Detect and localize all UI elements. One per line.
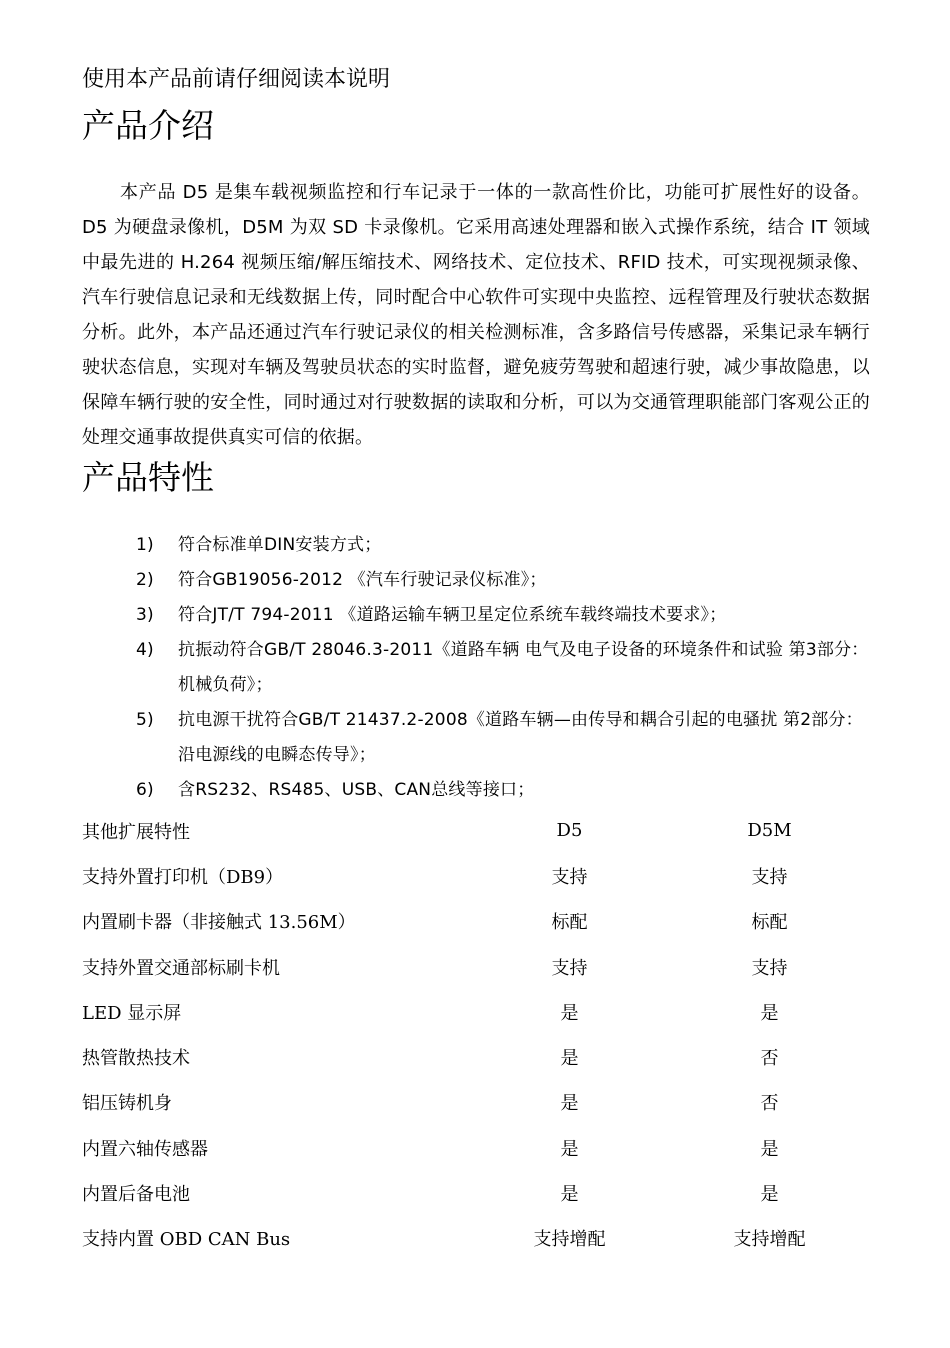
- feature-number: 5): [136, 710, 154, 730]
- table-row: [82, 989, 872, 1034]
- spec-d5-value: 支持增配: [533, 1229, 606, 1251]
- table-row: [82, 853, 872, 898]
- spec-d5-value: 是: [560, 1184, 579, 1206]
- spec-d5-value: 支持: [551, 866, 588, 888]
- spec-header-feature: 其他扩展特性: [82, 821, 190, 843]
- table-row: [82, 1170, 872, 1215]
- spec-header-d5: D5: [556, 820, 583, 842]
- intro-heading: 产品介绍: [82, 106, 214, 145]
- features-heading: 产品特性: [82, 458, 214, 497]
- spec-d5m-value: 标配: [751, 912, 788, 934]
- feature-number: 2): [136, 570, 154, 590]
- spec-d5m-value: 支持增配: [733, 1229, 806, 1251]
- spec-feature-name: 内置六轴传感器: [82, 1138, 208, 1160]
- feature-item-4: [136, 633, 876, 703]
- spec-table: [82, 808, 872, 1261]
- spec-d5m-value: 是: [760, 1184, 779, 1206]
- feature-item-1: [136, 528, 876, 563]
- spec-d5-value: 是: [560, 1093, 579, 1115]
- table-row: [82, 1080, 872, 1125]
- spec-feature-name: 支持内置 OBD CAN Bus: [82, 1229, 291, 1251]
- spec-d5-value: 支持: [551, 957, 588, 979]
- table-row: [82, 1125, 872, 1170]
- spec-feature-name: 内置后备电池: [82, 1184, 190, 1206]
- spec-d5m-value: 否: [760, 1093, 779, 1115]
- features-list: [136, 528, 876, 808]
- feature-number: 6): [136, 780, 154, 800]
- spec-feature-name: 铝压铸机身: [82, 1093, 172, 1115]
- spec-d5-value: 标配: [551, 912, 588, 934]
- spec-feature-name: 支持外置交通部标刷卡机: [82, 957, 280, 979]
- spec-table-header: [82, 808, 872, 853]
- table-row: [82, 944, 872, 989]
- spec-d5m-value: 是: [760, 1138, 779, 1160]
- feature-item-2: [136, 563, 876, 598]
- feature-item-5: [136, 703, 876, 773]
- table-row: [82, 1216, 872, 1261]
- feature-text: 符合JT/T 794-2011 《道路运输车辆卫星定位系统车载终端技术要求》；: [178, 605, 727, 625]
- spec-d5-value: 是: [560, 1002, 579, 1024]
- spec-feature-name: 支持外置打印机（DB9）: [82, 866, 284, 888]
- feature-number: 4): [136, 640, 154, 660]
- feature-text: 抗振动符合GB/T 28046.3-2011《道路车辆 电气及电子设备的环境条件和试验 第3部分：机械负荷》；: [178, 640, 869, 695]
- spec-feature-name: 内置刷卡器（非接触式 13.56M）: [82, 912, 356, 934]
- feature-text: 符合GB19056-2012 《汽车行驶记录仪标准》；: [178, 570, 547, 590]
- intro-paragraph: 本产品 D5 是集车载视频监控和行车记录于一体的一款高性价比，功能可扩展性好的设备。D5 为硬盘录像机，D5M 为双 SD 卡录像机。它采用高速处理器和嵌入式操作系统，结合 IT 领域中最先进的 H.264 视频压缩/解压缩技术、网络技术、定位技术、RFID 技术，可实现视频录像、汽车行驶信息记录和无线数据上传，同时配合中心软件可实现中央监控、远程管理及行驶状态数据分析。此外，本产品还通过汽车行驶记录仪的相关检测标准，含多路信号传感器，采集记录车辆行驶状态信息，实现对车辆及驾驶员状态的实时监督，避免疲劳驾驶和超速行驶，减少事故隐患，以保障车辆行驶的安全性，同时通过对行驶数据的读取和分析，可以为交通管理职能部门客观公正的处理交通事故提供真实可信的依据。: [82, 182, 870, 448]
- spec-d5m-value: 支持: [751, 957, 788, 979]
- reading-notice: 使用本产品前请仔细阅读本说明: [82, 67, 391, 92]
- table-row: [82, 899, 872, 944]
- spec-header-d5m: D5M: [747, 820, 792, 842]
- table-row: [82, 1034, 872, 1079]
- feature-item-3: [136, 598, 876, 633]
- spec-feature-name: LED 显示屏: [82, 1002, 182, 1024]
- feature-number: 3): [136, 605, 154, 625]
- spec-d5-value: 是: [560, 1048, 579, 1070]
- spec-d5m-value: 支持: [751, 866, 788, 888]
- feature-item-6: [136, 773, 876, 808]
- spec-feature-name: 热管散热技术: [82, 1048, 190, 1070]
- spec-d5-value: 是: [560, 1138, 579, 1160]
- feature-text: 抗电源干扰符合GB/T 21437.2-2008《道路车辆—由传导和耦合引起的电骚扰 第2部分：沿电源线的电瞬态传导》；: [178, 710, 863, 765]
- feature-text: 含RS232、RS485、USB、CAN总线等接口；: [178, 780, 535, 800]
- spec-d5m-value: 否: [760, 1048, 779, 1070]
- spec-d5m-value: 是: [760, 1002, 779, 1024]
- feature-number: 1): [136, 535, 154, 555]
- feature-text: 符合标准单DIN安装方式；: [178, 535, 382, 555]
